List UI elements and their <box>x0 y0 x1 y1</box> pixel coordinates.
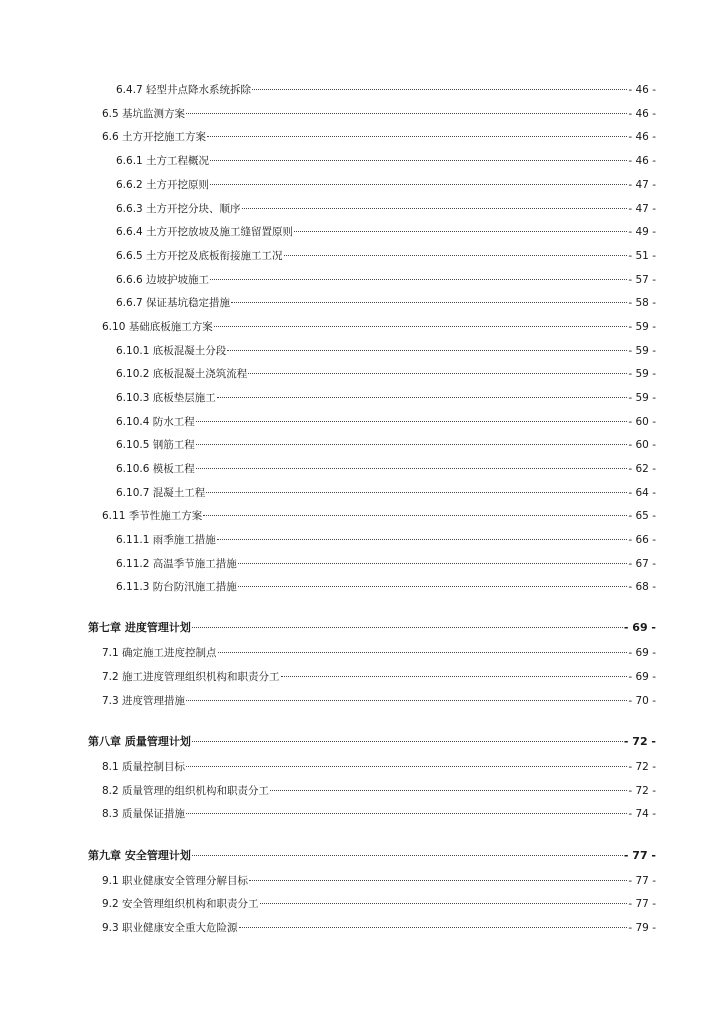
toc-entry-page: - 46 - <box>628 155 656 167</box>
dot-leader <box>239 927 628 928</box>
dot-leader <box>186 700 627 701</box>
dot-leader <box>284 255 628 256</box>
toc-entry-title: 6.11.1 雨季施工措施 <box>116 534 216 546</box>
dot-leader <box>218 652 628 653</box>
toc-entry-page: - 46 - <box>628 84 656 96</box>
toc-entry-page: - 59 - <box>628 345 656 357</box>
toc-entry-title: 6.6.2 土方开挖原则 <box>116 179 210 191</box>
toc-entry-page: - 59 - <box>628 321 656 333</box>
dot-leader <box>214 326 628 327</box>
toc-entry-8-3[interactable] <box>102 807 656 821</box>
toc-entry-8-1[interactable] <box>102 760 656 774</box>
toc-entry-page: - 51 - <box>628 250 656 262</box>
dot-leader <box>238 586 628 587</box>
toc-entry-page: - 65 - <box>628 510 656 522</box>
toc-entry-title: 7.3 进度管理措施 <box>102 695 186 707</box>
toc-entry-page: - 46 - <box>628 108 656 120</box>
toc-entry-page: - 46 - <box>628 131 656 143</box>
toc-entry-6-10-6[interactable] <box>116 462 656 476</box>
toc-entry-6-6[interactable] <box>102 130 656 144</box>
toc-entry-title: 6.6 土方开挖施工方案 <box>102 131 207 143</box>
dot-leader <box>242 208 628 209</box>
toc-entry-page: - 74 - <box>628 808 656 820</box>
toc-entry-title: 9.2 安全管理组织机构和职责分工 <box>102 898 259 910</box>
toc-entry-title: 6.6.6 边坡护坡施工 <box>116 274 210 286</box>
dot-leader <box>252 89 627 90</box>
toc-entry-9-2[interactable] <box>102 897 656 911</box>
toc-entry-6-4-7[interactable] <box>116 83 656 97</box>
toc-entry-title: 6.10.5 钢筋工程 <box>116 439 195 451</box>
toc-chapter-title: 第七章 进度管理计划 <box>88 621 191 634</box>
dot-leader <box>186 766 627 767</box>
dot-leader <box>192 855 623 856</box>
toc-chapter-8[interactable] <box>88 735 656 749</box>
toc-entry-6-11-2[interactable] <box>116 557 656 571</box>
toc-entry-title: 6.10.1 底板混凝土分段 <box>116 345 227 357</box>
toc-chapter-page: - 69 - <box>623 621 656 634</box>
dot-leader <box>192 741 623 742</box>
toc-entry-6-10-5[interactable] <box>116 438 656 452</box>
dot-leader <box>294 231 627 232</box>
toc-entry-title: 6.6.1 土方工程概况 <box>116 155 210 167</box>
toc-entry-page: - 70 - <box>628 695 656 707</box>
toc-entry-9-3[interactable] <box>102 921 656 935</box>
toc-chapter-title: 第九章 安全管理计划 <box>88 849 191 862</box>
toc-entry-6-11-1[interactable] <box>116 533 656 547</box>
toc-entry-title: 8.1 质量控制目标 <box>102 761 186 773</box>
toc-entry-page: - 64 - <box>628 487 656 499</box>
toc-entry-9-1[interactable] <box>102 874 656 888</box>
toc-entry-page: - 67 - <box>628 558 656 570</box>
toc-entry-title: 9.3 职业健康安全重大危险源 <box>102 922 238 934</box>
toc-entry-title: 6.10.7 混凝土工程 <box>116 487 206 499</box>
dot-leader <box>238 563 628 564</box>
toc-entry-page: - 62 - <box>628 463 656 475</box>
dot-leader <box>248 373 627 374</box>
toc-entry-title: 6.6.4 土方开挖放坡及施工缝留置原则 <box>116 226 294 238</box>
dot-leader <box>192 627 623 628</box>
toc-entry-page: - 72 - <box>628 761 656 773</box>
toc-entry-6-10[interactable] <box>102 320 656 334</box>
toc-entry-page: - 77 - <box>628 898 656 910</box>
toc-entry-6-10-4[interactable] <box>116 415 656 429</box>
toc-entry-title: 6.10.3 底板垫层施工 <box>116 392 216 404</box>
dot-leader <box>203 515 627 516</box>
dot-leader <box>196 468 628 469</box>
toc-entry-title: 6.11 季节性施工方案 <box>102 510 203 522</box>
toc-entry-title: 8.2 质量管理的组织机构和职责分工 <box>102 785 270 797</box>
toc-entry-title: 6.10.6 模板工程 <box>116 463 195 475</box>
dot-leader <box>217 539 628 540</box>
toc-entry-page: - 60 - <box>628 439 656 451</box>
dot-leader <box>249 880 627 881</box>
toc-chapter-page: - 77 - <box>623 849 656 862</box>
toc-entry-title: 6.6.5 土方开挖及底板衔接施工工况 <box>116 250 283 262</box>
toc-entry-title: 6.5 基坑监测方案 <box>102 108 186 120</box>
toc-entry-page: - 58 - <box>628 297 656 309</box>
dot-leader <box>210 279 627 280</box>
dot-leader <box>217 397 628 398</box>
toc-entry-title: 6.10.2 底板混凝土浇筑流程 <box>116 368 248 380</box>
toc-entry-page: - 68 - <box>628 581 656 593</box>
toc-entry-6-6-4[interactable] <box>116 225 656 239</box>
toc-entry-title: 9.1 职业健康安全管理分解目标 <box>102 875 249 887</box>
toc-entry-page: - 49 - <box>628 226 656 238</box>
dot-leader <box>281 676 628 677</box>
toc-entry-6-10-2[interactable] <box>116 367 656 381</box>
toc-entry-6-10-1[interactable] <box>116 344 656 358</box>
toc-entry-6-6-3[interactable] <box>116 202 656 216</box>
toc-entry-title: 6.10.4 防水工程 <box>116 416 195 428</box>
toc-entry-7-2[interactable] <box>102 670 656 684</box>
toc-entry-title: 6.6.7 保证基坑稳定措施 <box>116 297 231 309</box>
toc-entry-title: 6.11.2 高温季节施工措施 <box>116 558 237 570</box>
dot-leader <box>196 421 628 422</box>
toc-entry-6-6-6[interactable] <box>116 273 656 287</box>
toc-entry-page: - 47 - <box>628 203 656 215</box>
dot-leader <box>270 790 627 791</box>
toc-entry-title: 6.10 基础底板施工方案 <box>102 321 213 333</box>
toc-entry-6-10-7[interactable] <box>116 486 656 500</box>
toc-entry-page: - 59 - <box>628 368 656 380</box>
toc-entry-6-6-7[interactable] <box>116 296 656 310</box>
toc-entry-6-6-2[interactable] <box>116 178 656 192</box>
toc-entry-6-11-3[interactable] <box>116 580 656 594</box>
toc-entry-title: 6.4.7 轻型井点降水系统拆除 <box>116 84 252 96</box>
toc-entry-title: 6.11.3 防台防汛施工措施 <box>116 581 237 593</box>
toc-entry-title: 7.2 施工进度管理组织机构和职责分工 <box>102 671 280 683</box>
toc-chapter-9[interactable] <box>88 849 656 863</box>
toc-entry-7-1[interactable] <box>102 646 656 660</box>
toc-chapter-page: - 72 - <box>623 735 656 748</box>
dot-leader <box>186 113 627 114</box>
dot-leader <box>206 492 627 493</box>
toc-entry-8-2[interactable] <box>102 784 656 798</box>
toc-entry-6-6-5[interactable] <box>116 249 656 263</box>
toc-entry-page: - 77 - <box>628 875 656 887</box>
toc-entry-title: 6.6.3 土方开挖分块、顺序 <box>116 203 241 215</box>
toc-entry-page: - 59 - <box>628 392 656 404</box>
dot-leader <box>210 160 627 161</box>
toc-entry-title: 8.3 质量保证措施 <box>102 808 186 820</box>
toc-entry-6-10-3[interactable] <box>116 391 656 405</box>
toc-entry-6-5[interactable] <box>102 107 656 121</box>
toc-entry-page: - 47 - <box>628 179 656 191</box>
toc-entry-6-6-1[interactable] <box>116 154 656 168</box>
toc-entry-6-11[interactable] <box>102 509 656 523</box>
toc-entry-page: - 66 - <box>628 534 656 546</box>
toc-entry-page: - 69 - <box>628 647 656 659</box>
toc-chapter-7[interactable] <box>88 621 656 635</box>
dot-leader <box>196 444 628 445</box>
toc-entry-page: - 60 - <box>628 416 656 428</box>
dot-leader <box>227 350 627 351</box>
dot-leader <box>207 136 627 137</box>
toc-entry-title: 7.1 确定施工进度控制点 <box>102 647 217 659</box>
dot-leader <box>260 903 628 904</box>
toc-entry-page: - 57 - <box>628 274 656 286</box>
toc-entry-page: - 79 - <box>628 922 656 934</box>
dot-leader <box>186 813 627 814</box>
toc-entry-page: - 72 - <box>628 785 656 797</box>
dot-leader <box>210 184 627 185</box>
toc-chapter-title: 第八章 质量管理计划 <box>88 735 191 748</box>
toc-entry-7-3[interactable] <box>102 694 656 708</box>
dot-leader <box>231 302 627 303</box>
toc-entry-page: - 69 - <box>628 671 656 683</box>
